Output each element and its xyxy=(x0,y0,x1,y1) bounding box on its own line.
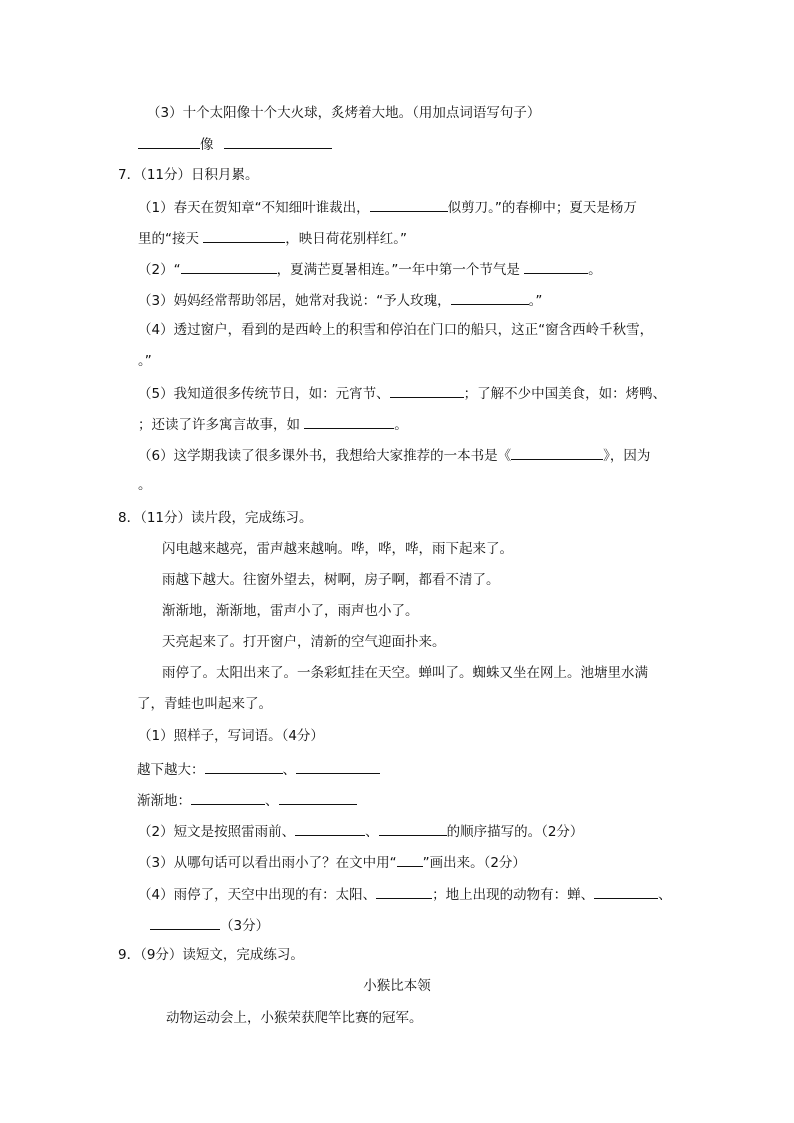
text: （6）这学期我读了很多课外书，我想给大家推荐的一本书是《 xyxy=(138,448,512,464)
q7-line5: （4）透过窗户，看到的是西岭上的积雪和停泊在门口的船只，这正“窗含西岭千秋雪， xyxy=(138,322,654,338)
q7-header: 7．（11分）日积月累。 xyxy=(118,167,259,183)
q6-item3: （3）十个太阳像十个大火球，炙烤着大地。（用加点词语写句子） xyxy=(147,105,541,121)
answer-blank[interactable] xyxy=(224,134,332,149)
text: ，夏满芒夏暑相连。”一年中第一个节气是 xyxy=(276,262,525,278)
text: 的顺序描写的。（2分） xyxy=(446,824,584,840)
q7-line2 xyxy=(138,228,407,248)
text: 。 xyxy=(394,417,408,433)
q8-passage-p2: 雨越下越大。往窗外望去，树啊，房子啊，都看不清了。 xyxy=(162,572,500,588)
q7-line6: 。” xyxy=(138,353,152,369)
text: （3）妈妈经常帮助邻居，她常对我说：“予人玫瑰， xyxy=(138,293,451,309)
text: ，映日荷花别样红。” xyxy=(285,231,408,247)
q8-sub4 xyxy=(138,884,672,904)
text: （5）我知道很多传统节日，如：元宵节、 xyxy=(138,386,390,402)
q7-line3 xyxy=(138,259,602,279)
text: （1）春天在贺知章“不知细叶谁裁出， xyxy=(138,200,370,216)
answer-blank[interactable] xyxy=(379,821,447,836)
text: 似剪刀。”的春柳中；夏天是杨万 xyxy=(447,200,637,216)
answer-blank[interactable] xyxy=(451,290,529,305)
text: （3）从哪句话可以看出雨小了？在文中用“ xyxy=(138,855,397,871)
text: （4）雨停了，天空中出现的有：太阳、 xyxy=(138,887,377,903)
answer-blank[interactable] xyxy=(138,134,200,149)
q7-line8 xyxy=(138,414,408,434)
q8-sub1: （1）照样子，写词语。（4分） xyxy=(138,728,324,744)
answer-blank[interactable] xyxy=(191,790,265,805)
text: ；地上出现的动物有：蝉、 xyxy=(432,887,595,903)
q9-passage-p1: 动物运动会上，小猴荣获爬竿比赛的冠军。 xyxy=(166,1010,423,1026)
q8-sub1-row1 xyxy=(137,759,380,779)
q8-passage-p1: 闪电越来越亮，雷声越来越响。哗，哗，哗，雨下起来了。 xyxy=(162,541,513,557)
answer-blank[interactable] xyxy=(150,915,220,930)
answer-blank[interactable] xyxy=(397,852,423,867)
q7-line4 xyxy=(138,290,542,310)
text: （2）短文是按照雷雨前、 xyxy=(138,824,296,840)
answer-blank[interactable] xyxy=(511,445,603,460)
answer-blank[interactable] xyxy=(594,884,658,899)
text: ；了解不少中国美食，如：烤鸭、 xyxy=(463,386,667,402)
q8-sub2 xyxy=(138,821,583,841)
text: 》，因为 xyxy=(603,448,651,464)
answer-blank[interactable] xyxy=(203,228,285,243)
text: ”画出来。（2分） xyxy=(422,855,526,871)
answer-blank[interactable] xyxy=(376,884,432,899)
answer-blank[interactable] xyxy=(304,414,394,429)
text: 、 xyxy=(365,824,379,840)
answer-blank[interactable] xyxy=(296,759,380,774)
answer-blank[interactable] xyxy=(370,197,448,212)
q7-line1 xyxy=(138,197,637,217)
text: 。” xyxy=(528,293,543,309)
answer-blank[interactable] xyxy=(279,790,357,805)
q8-sub4-cont xyxy=(150,915,269,935)
q9-header: 9．（9分）读短文，完成练习。 xyxy=(118,947,304,963)
text: 越下越大： xyxy=(137,762,205,778)
q8-passage-p5b: 了，青蛙也叫起来了。 xyxy=(137,696,272,712)
text: ；还读了许多寓言故事，如 xyxy=(138,417,305,433)
text: 、 xyxy=(265,793,279,809)
answer-blank[interactable] xyxy=(205,759,283,774)
q8-passage-p3: 渐渐地，渐渐地，雷声小了，雨声也小了。 xyxy=(162,603,419,619)
answer-blank[interactable] xyxy=(295,821,365,836)
text: 渐渐地： xyxy=(137,793,191,809)
text: 、 xyxy=(658,887,672,903)
text: 、 xyxy=(282,762,296,778)
q8-passage-p5a: 雨停了。太阳出来了。一条彩虹挂在天空。蝉叫了。蜘蛛又坐在网上。池塘里水满 xyxy=(162,665,648,681)
q7-line9 xyxy=(138,445,650,465)
answer-blank[interactable] xyxy=(181,259,277,274)
answer-blank[interactable] xyxy=(524,259,588,274)
q8-passage-p4: 天亮起来了。打开窗户，清新的空气迎面扑来。 xyxy=(162,634,446,650)
answer-blank[interactable] xyxy=(390,383,464,398)
text: （2）“ xyxy=(138,262,181,278)
text: （3分） xyxy=(220,918,270,934)
text: 里的“接天 xyxy=(138,231,204,247)
q9-passage-title: 小猴比本领 xyxy=(363,978,431,994)
q8-sub1-row2 xyxy=(137,790,357,810)
q7-line10: 。 xyxy=(138,477,152,493)
text: 。 xyxy=(588,262,602,278)
q6-item3-answer-row xyxy=(138,134,332,154)
q8-header: 8．（11分）读片段，完成练习。 xyxy=(118,510,313,526)
q7-line7 xyxy=(138,383,666,403)
q6-item3-mid: 像 xyxy=(200,137,214,153)
q8-sub3 xyxy=(138,852,526,872)
